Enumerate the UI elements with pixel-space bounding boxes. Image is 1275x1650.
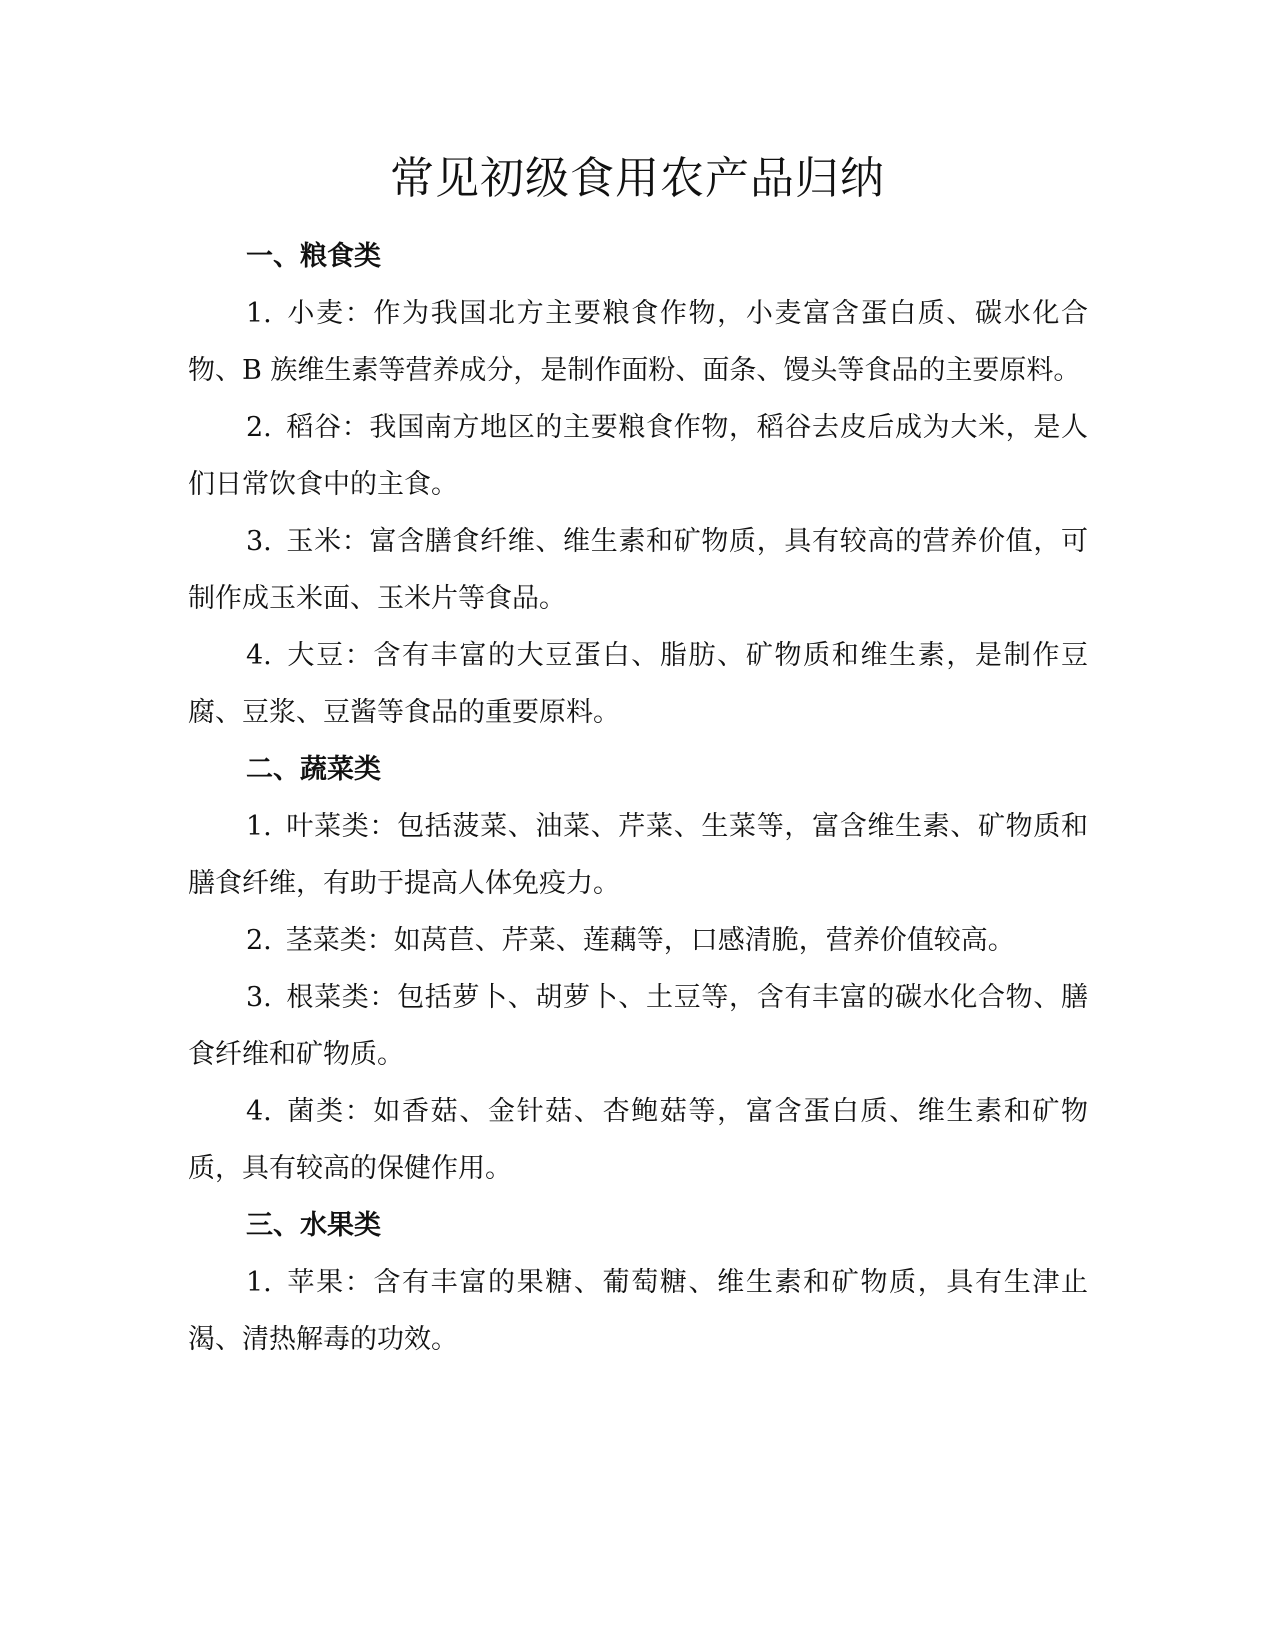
item-text: 菌类：如香菇、金针菇、杏鲍菇等，富含蛋白质、维生素和矿物质，具有较高的保健作用。 [188, 1096, 1088, 1184]
item-number: 4. [246, 640, 272, 671]
paragraph-corn [188, 513, 1088, 627]
section-heading-vegetables: 二、蔬菜类 [246, 754, 381, 785]
item-text: 苹果：含有丰富的果糖、葡萄糖、维生素和矿物质，具有生津止渴、清热解毒的功效。 [188, 1267, 1088, 1355]
paragraph-root-vegetables [188, 969, 1088, 1083]
document-body [188, 228, 1088, 1368]
paragraph-fungi [188, 1083, 1088, 1197]
document-title: 常见初级食用农产品归纳 [390, 153, 885, 204]
section-heading-grain: 一、粮食类 [246, 241, 381, 272]
item-text: 小麦：作为我国北方主要粮食作物，小麦富含蛋白质、碳水化合物、B 族维生素等营养成分，是制作面粉、面条、馒头等食品的主要原料。 [188, 298, 1088, 386]
item-text: 稻谷：我国南方地区的主要粮食作物，稻谷去皮后成为大米，是人们日常饮食中的主食。 [188, 412, 1088, 500]
item-text: 根菜类：包括萝卜、胡萝卜、土豆等，含有丰富的碳水化合物、膳食纤维和矿物质。 [188, 982, 1088, 1070]
item-number: 3. [246, 526, 272, 557]
item-number: 2. [246, 925, 272, 956]
item-number: 4. [246, 1096, 272, 1127]
item-number: 1. [246, 811, 272, 842]
item-text: 茎菜类：如莴苣、芹菜、莲藕等，口感清脆，营养价值较高。 [285, 925, 1015, 956]
item-text: 大豆：含有丰富的大豆蛋白、脂肪、矿物质和维生素，是制作豆腐、豆浆、豆酱等食品的重要原料。 [188, 640, 1088, 728]
item-text: 叶菜类：包括菠菜、油菜、芹菜、生菜等，富含维生素、矿物质和膳食纤维，有助于提高人体免疫力。 [188, 811, 1088, 899]
item-number: 2. [246, 412, 272, 443]
item-number: 3. [246, 982, 272, 1013]
section-heading-fruits: 三、水果类 [246, 1210, 381, 1241]
paragraph-wheat [188, 285, 1088, 399]
paragraph-leafy-vegetables [188, 798, 1088, 912]
paragraph-rice [188, 399, 1088, 513]
item-text: 玉米：富含膳食纤维、维生素和矿物质，具有较高的营养价值，可制作成玉米面、玉米片等食品。 [188, 526, 1088, 614]
paragraph-stem-vegetables [188, 912, 1088, 969]
paragraph-soybean [188, 627, 1088, 741]
item-number: 1. [246, 1267, 272, 1298]
item-number: 1. [246, 298, 272, 329]
paragraph-apple [188, 1254, 1088, 1368]
